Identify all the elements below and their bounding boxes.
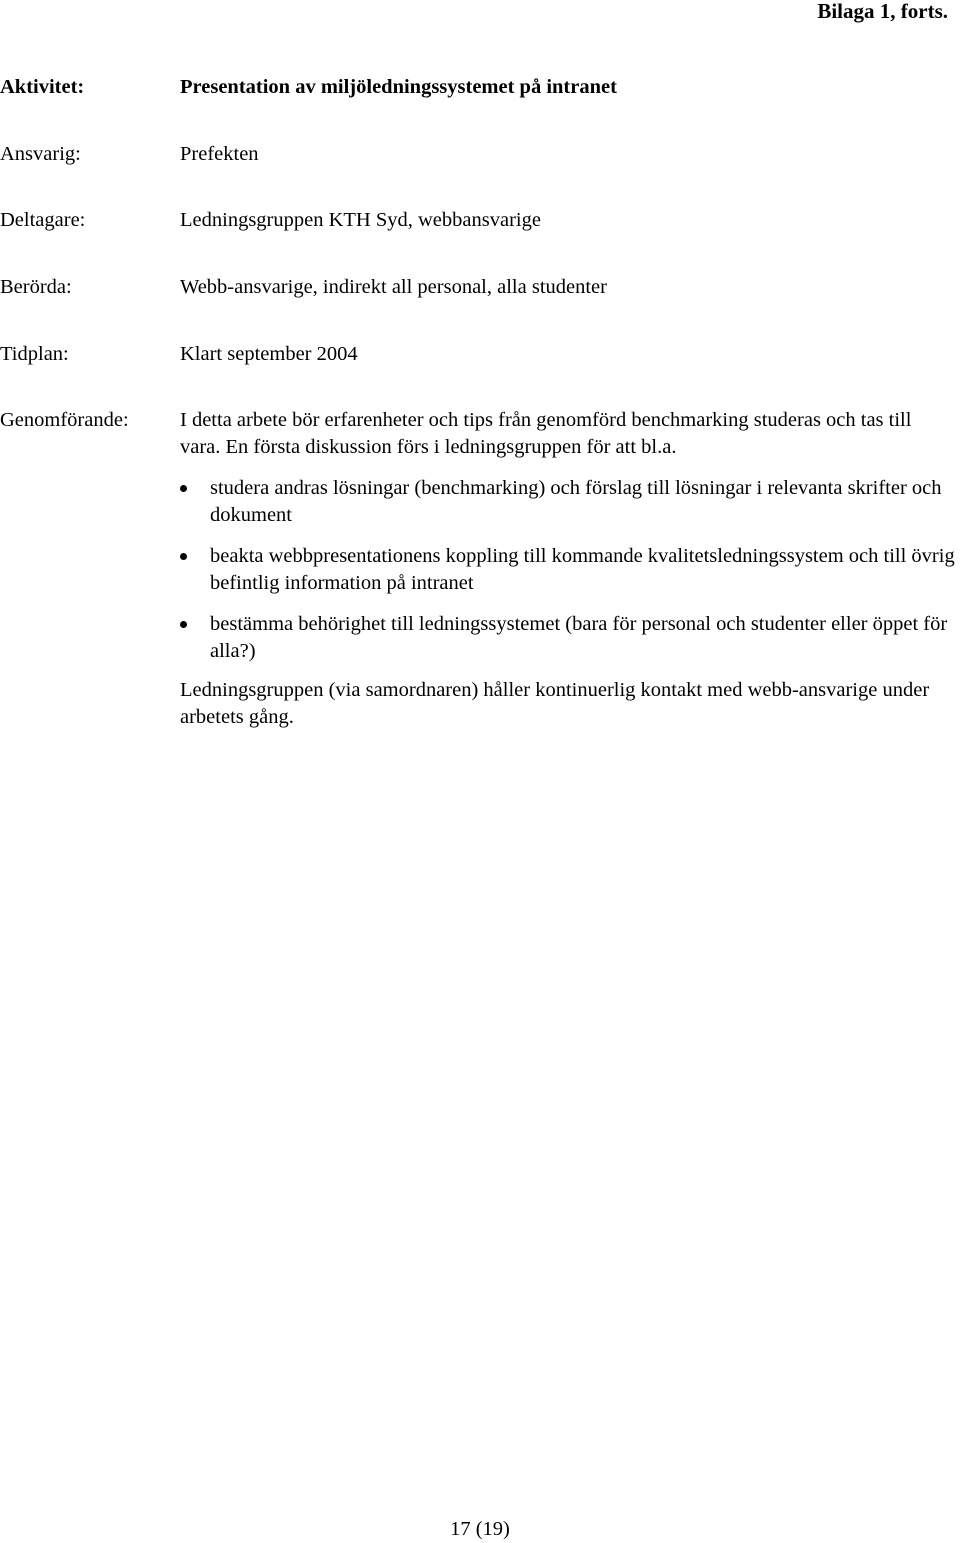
bullet-text: studera andras lösningar (benchmarking) och förslag till lösningar i relevanta skrifter och dokument — [210, 477, 942, 526]
field-label-berorda: Berörda: — [0, 276, 72, 298]
bullet-icon — [180, 621, 187, 628]
field-label-tidplan: Tidplan: — [0, 343, 69, 365]
list-item — [180, 611, 960, 665]
field-value-ansvarig: Prefekten — [180, 143, 259, 165]
genomforande-bullet-list — [180, 475, 960, 679]
bullet-text: bestämma behörighet till ledningssystemet (bara för personal och studenter eller öppet för alla?) — [210, 613, 948, 662]
field-label-genomforande: Genomförande: — [0, 409, 129, 431]
page-number: 17 (19) — [450, 1518, 510, 1540]
field-value-aktivitet: Presentation av miljöledningssystemet på intranet — [180, 76, 617, 98]
genomforande-intro: I detta arbete bör erfarenheter och tips från genomförd benchmarking studeras och tas till vara. En första diskussion förs i ledningsgruppen för att bl.a. — [180, 409, 912, 458]
field-value-tidplan: Klart september 2004 — [180, 343, 358, 365]
genomforande-closing: Ledningsgruppen (via samordnaren) håller kontinuerlig kontakt med webb-ansvarige under arbetets gång. — [180, 679, 930, 728]
field-value-deltagare: Ledningsgruppen KTH Syd, webbansvarige — [180, 209, 541, 231]
field-label-aktivitet: Aktivitet: — [0, 76, 85, 98]
field-label-deltagare: Deltagare: — [0, 209, 86, 231]
bullet-icon — [180, 485, 187, 492]
bullet-icon — [180, 553, 187, 560]
list-item — [180, 475, 960, 529]
appendix-header: Bilaga 1, forts. — [817, 0, 948, 23]
list-item — [180, 543, 960, 597]
bullet-text: beakta webbpresentationens koppling till kommande kvalitetsledningssystem och till övrig befintlig information på intranet — [210, 545, 955, 594]
field-label-ansvarig: Ansvarig: — [0, 143, 81, 165]
field-value-berorda: Webb-ansvarige, indirekt all personal, alla studenter — [180, 276, 607, 298]
